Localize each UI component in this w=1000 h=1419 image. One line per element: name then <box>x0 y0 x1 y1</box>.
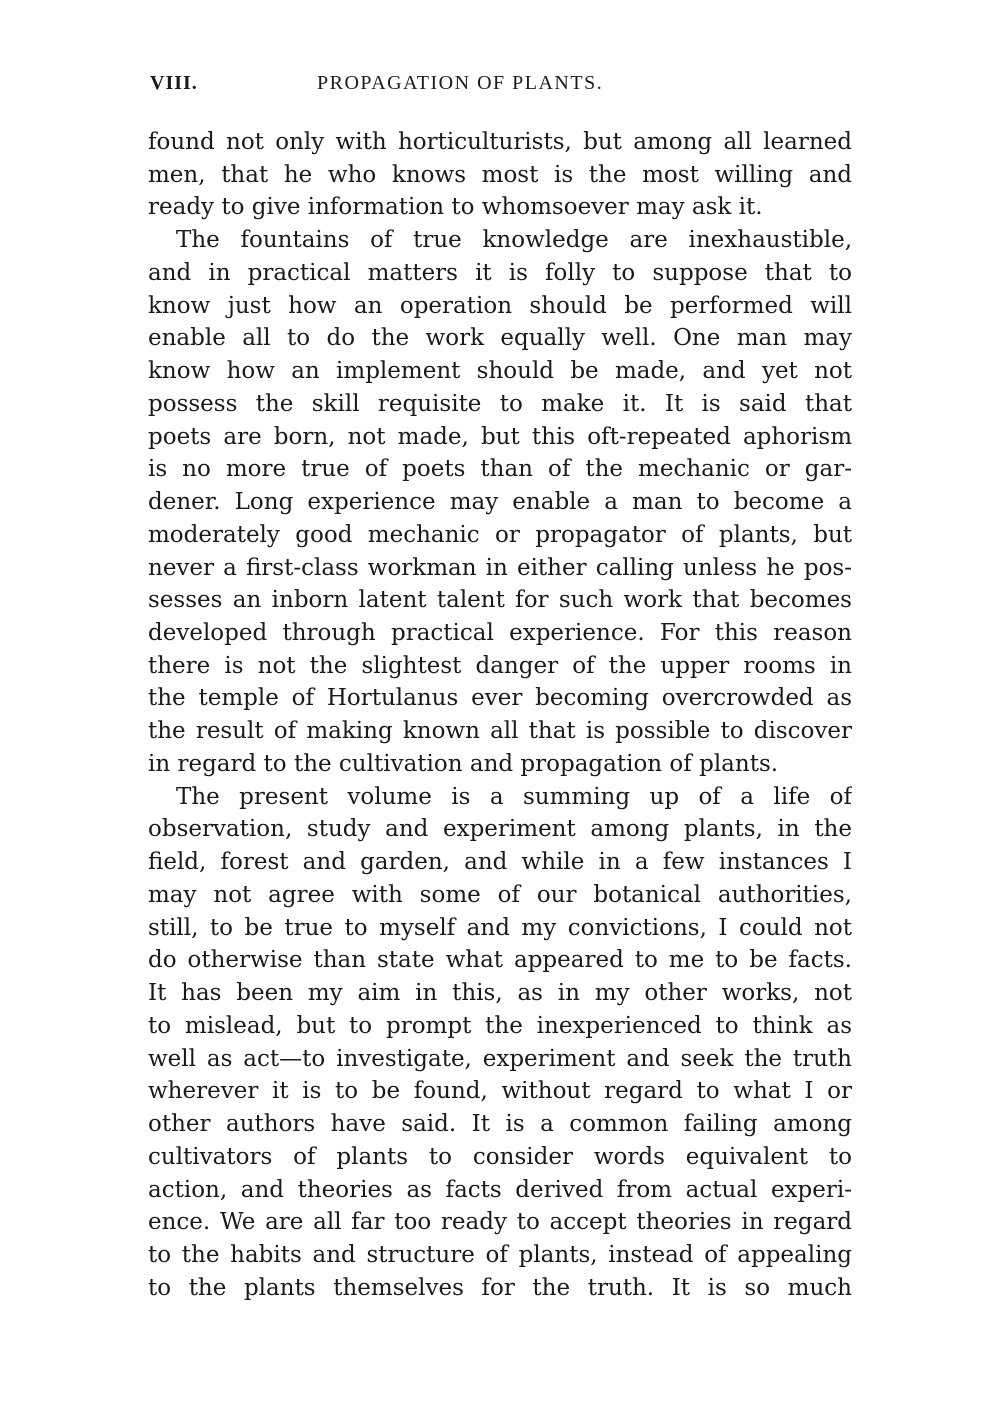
text-line: The present volume is a summing up of a life of <box>176 783 852 810</box>
text-line: It has been my aim in this, as in my other works, not <box>148 980 852 1007</box>
page-number: VIII. <box>150 72 198 94</box>
text-line: The fountains of true knowledge are inexhaustible, <box>176 227 852 254</box>
running-title: PROPAGATION OF PLANTS. <box>317 72 604 94</box>
text-line: enable all to do the work equally well. One man may <box>148 325 852 352</box>
text-line: in regard to the cultivation and propagation of plants. <box>148 750 779 777</box>
text-line: the temple of Hortulanus ever becoming overcrowded as <box>148 685 852 712</box>
text-line: and in practical matters it is folly to suppose that to <box>148 259 852 286</box>
text-line: ence. We are all far too ready to accept theories in regard <box>148 1209 852 1236</box>
text-line: found not only with horticulturists, but among all learned <box>148 129 852 155</box>
text-line: the result of making known all that is possible to discover <box>148 718 852 745</box>
text-line: possess the skill requisite to make it. It is said that <box>148 390 852 417</box>
text-line: dener. Long experience may enable a man to become a <box>148 489 852 516</box>
text-line: observation, study and experiment among plants, in the <box>148 816 852 843</box>
text-line: ready to give information to whomsoever may ask it. <box>148 194 763 221</box>
text-line: developed through practical experience. For this reason <box>148 620 852 647</box>
text-line: cultivators of plants to consider words equivalent to <box>148 1143 852 1170</box>
text-line: to mislead, but to prompt the inexperienced to think as <box>148 1012 852 1039</box>
text-line: to the plants themselves for the truth. It is so much <box>148 1274 852 1301</box>
text-line: is no more true of poets than of the mechanic or gar- <box>148 456 852 483</box>
text-line: poets are born, not made, but this oft-repeated aphorism <box>148 423 852 450</box>
text-line: other authors have said. It is a common failing among <box>148 1111 852 1138</box>
text-line: action, and theories as facts derived from actual experi- <box>148 1176 852 1203</box>
text-line: moderately good mechanic or propagator of plants, but <box>148 521 852 548</box>
text-line: may not agree with some of our botanical authorities, <box>148 881 852 908</box>
text-line: do otherwise than state what appeared to me to be facts. <box>148 947 852 974</box>
body-text <box>148 126 852 1304</box>
text-line: well as act—to investigate, experiment and seek the truth <box>148 1045 852 1072</box>
text-line: to the habits and structure of plants, instead of appealing <box>148 1241 852 1268</box>
running-head <box>150 72 850 102</box>
text-line: sesses an inborn latent talent for such work that becomes <box>148 587 852 614</box>
text-line: know how an implement should be made, and yet not <box>148 358 852 385</box>
text-line: field, forest and garden, and while in a few instances I <box>148 849 852 876</box>
text-line: there is not the slightest danger of the upper rooms in <box>148 652 852 679</box>
text-line: still, to be true to myself and my convictions, I could not <box>148 914 852 941</box>
text-line: know just how an operation should be performed will <box>148 292 852 319</box>
text-line: never a first-class workman in either calling unless he pos- <box>148 554 852 581</box>
text-line: wherever it is to be found, without regard to what I or <box>148 1078 852 1105</box>
text-line: men, that he who knows most is the most willing and <box>148 161 852 188</box>
